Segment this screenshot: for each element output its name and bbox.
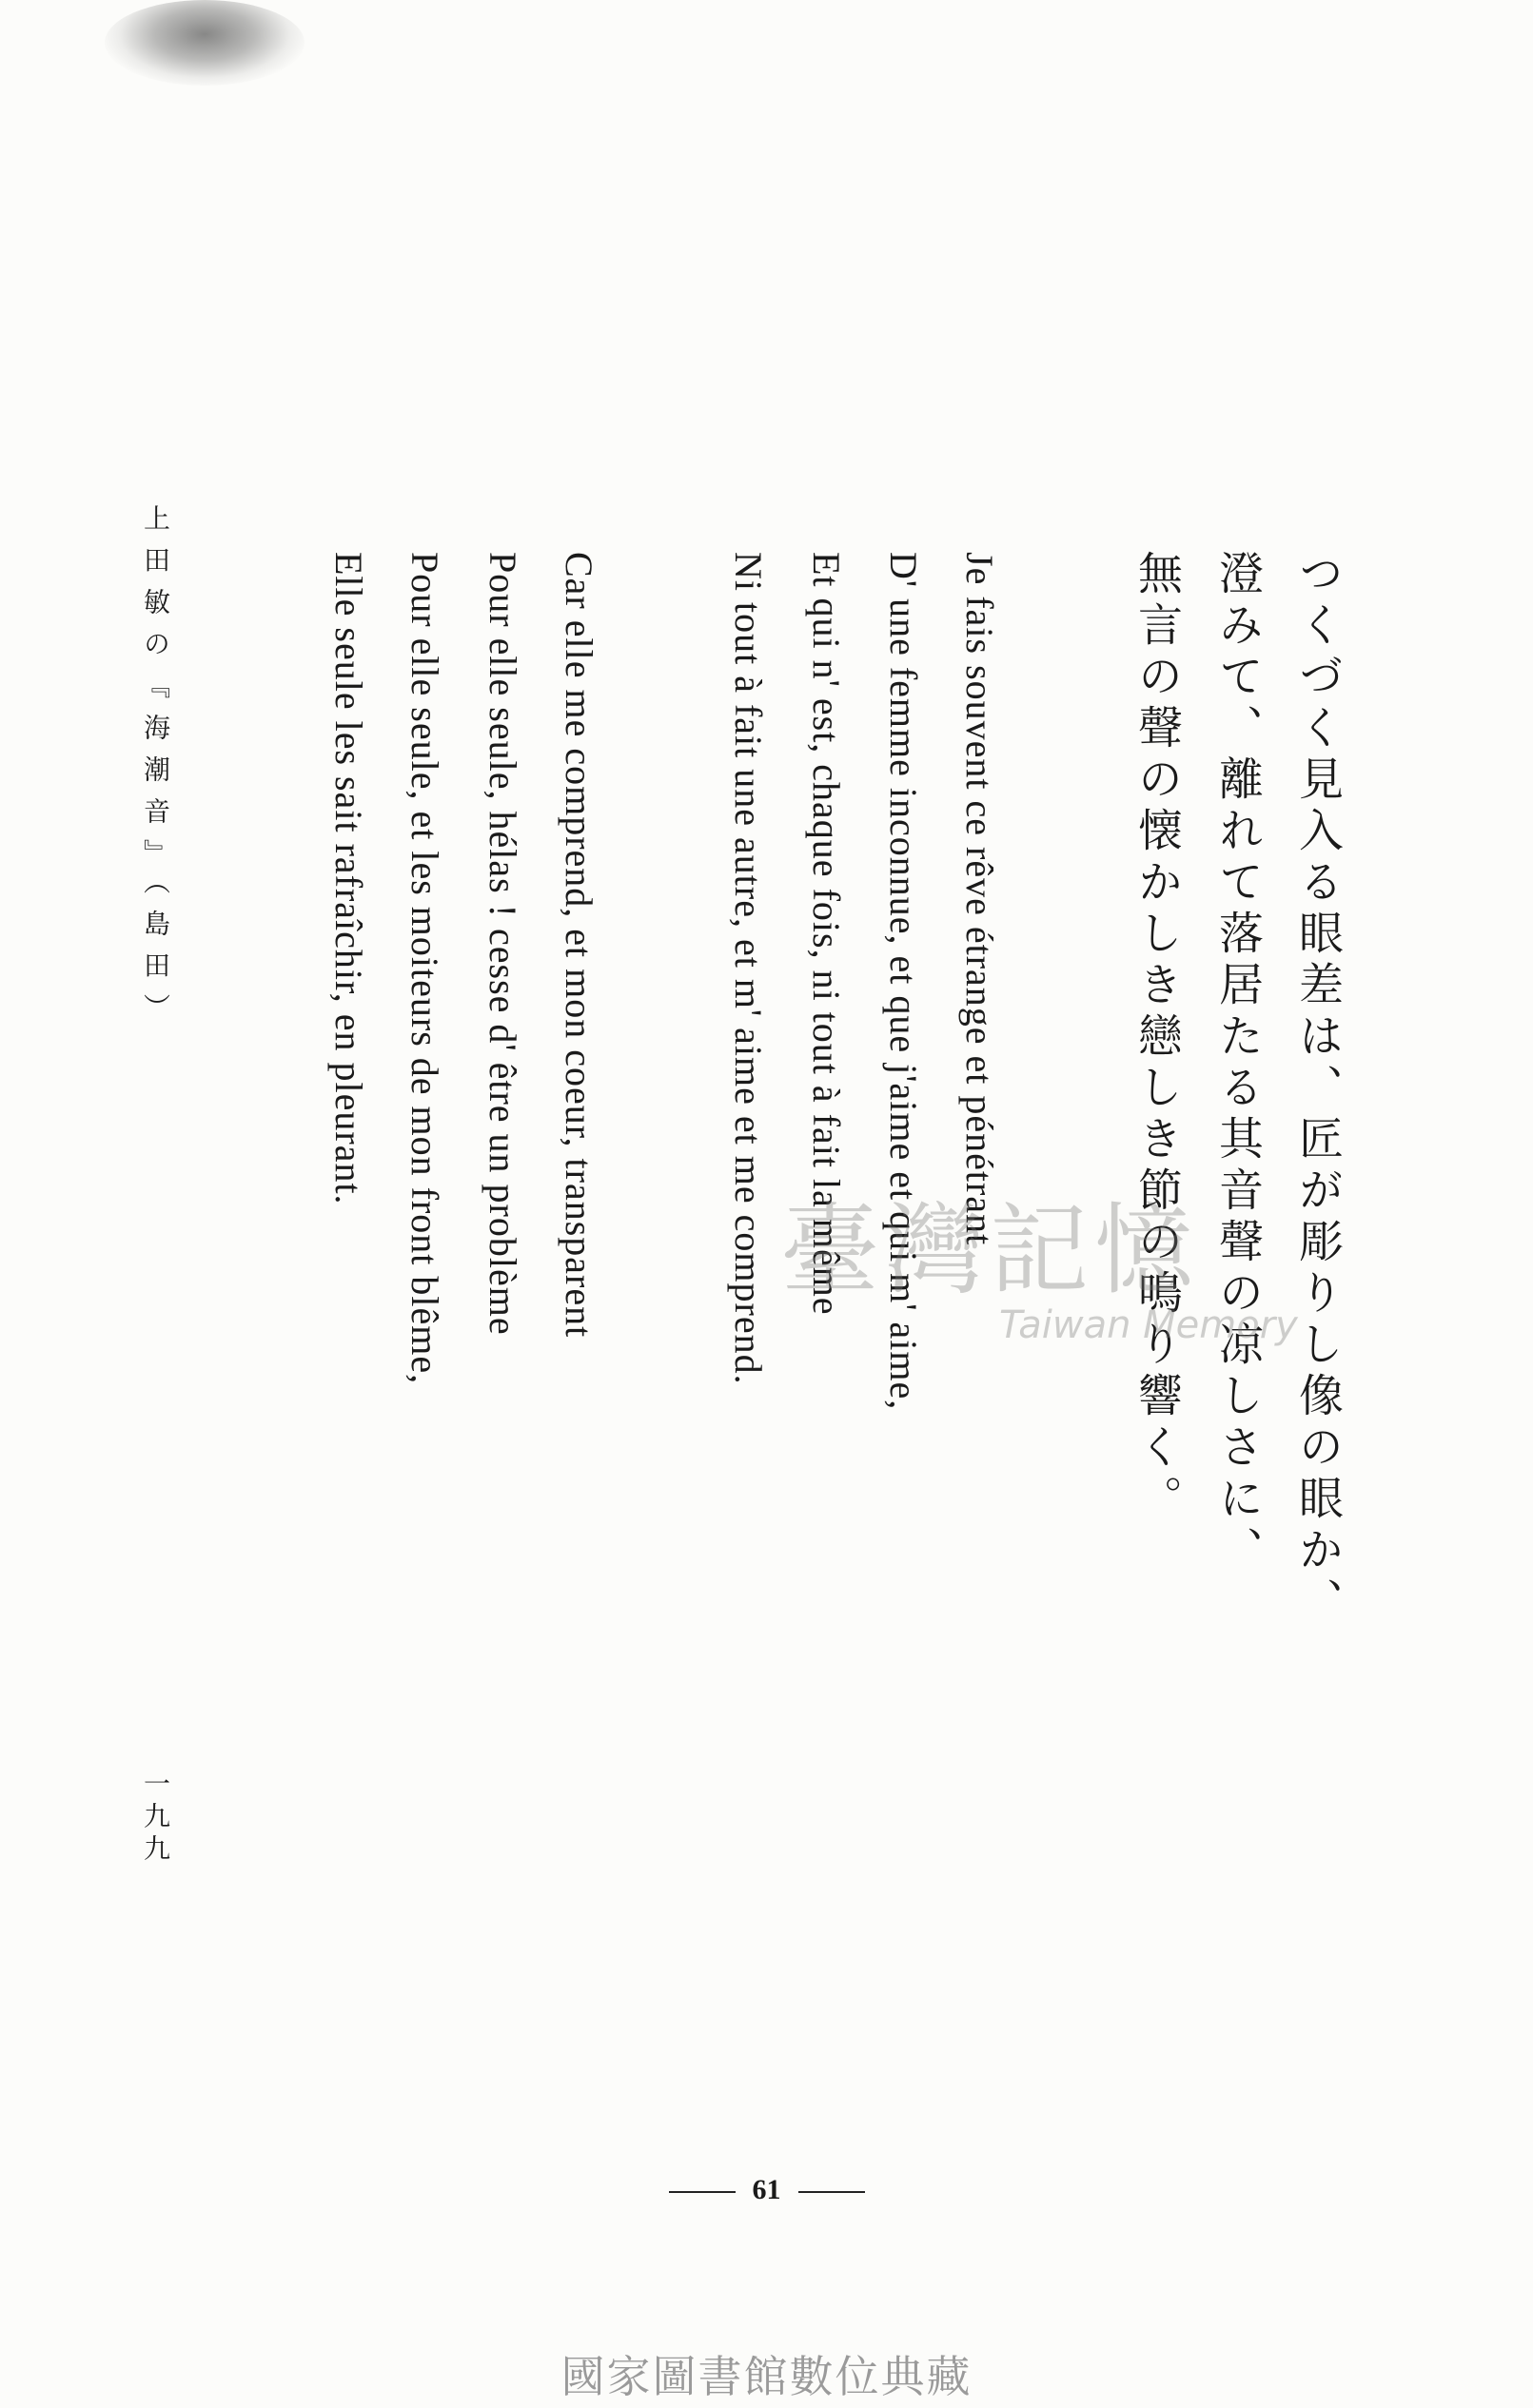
folio-kanji: 一九九: [140, 1770, 171, 1867]
french-stanza1-line-2: D' une femme inconnue, et que j'aime et qui m' aime,: [882, 552, 925, 1411]
watermark-chinese: 臺灣記憶: [780, 1192, 1200, 1308]
footer-archive-name: 國家圖書館數位典藏: [560, 2351, 973, 2402]
page-number-dash-right: [798, 2191, 865, 2193]
japanese-line-3: 無言の聲の懐かしき戀しき節の鳴り響く。: [1130, 550, 1183, 1526]
japanese-line-1: つくづく見入る眼差は、匠が彫りし像の眼か、: [1291, 550, 1344, 1629]
running-head: 上田敏の『海潮音』（島田）: [140, 504, 171, 1035]
french-stanza1-line-4: Ni tout à fait une autre, et m' aime et me comprend.: [727, 552, 770, 1385]
page-number: [0, 2174, 1533, 2206]
page-number-dash-left: [669, 2191, 736, 2193]
french-stanza2-line-1: Car elle me comprend, et mon coeur, transparent: [558, 552, 600, 1339]
watermark-english: Taiwan Memory: [999, 1303, 1298, 1347]
ink-stain: [105, 0, 305, 86]
watermark: [780, 1170, 1298, 1408]
french-stanza2-line-2: Pour elle seule, hélas ! cesse d' être un problème: [482, 552, 524, 1336]
french-stanza2-line-3: Pour elle seule, et les moiteurs de mon front blême,: [403, 552, 446, 1385]
japanese-line-2: 澄みて、離れて落居たる其音聲の凉しさに、: [1211, 550, 1264, 1577]
french-stanza1-line-3: Et qui n' est, chaque fois, ni tout à fait la même: [805, 552, 848, 1316]
french-stanza1-line-1: Je fais souvent ce rêve étrange et pénétrant: [958, 552, 1001, 1246]
french-stanza2-line-4: Elle seule les sait rafraîchir, en pleurant.: [327, 552, 370, 1205]
page-number-value: 61: [752, 2174, 781, 2205]
